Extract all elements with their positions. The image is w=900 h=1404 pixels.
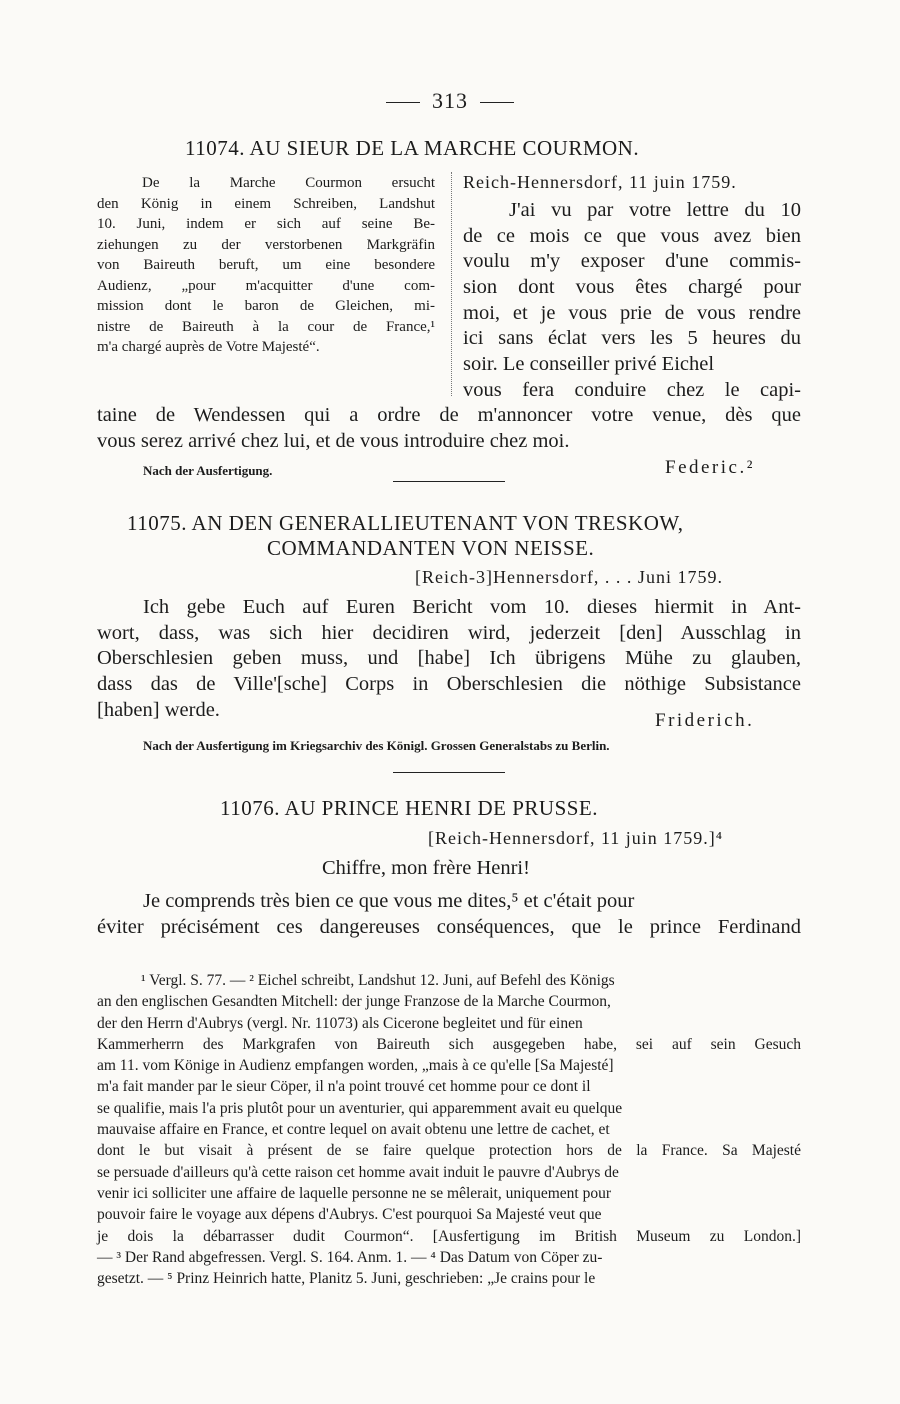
summary-line: De la Marche Courmon ersucht xyxy=(142,175,435,191)
summary-line: den König in einem Schreiben, Landshut xyxy=(97,195,435,212)
letter-11075-signature: Friderich. xyxy=(655,710,755,731)
page-number-dash-left xyxy=(386,102,420,103)
body-line: Ich gebe Euch auf Euren Bericht vom 10. dieses hiermit in Ant- xyxy=(143,596,801,618)
footnote-line: — ³ Der Rand abgefressen. Vergl. S. 164. Anm. 1. — ⁴ Das Datum von Cöper zu- xyxy=(97,1248,603,1266)
letter-11074-signature: Federic.² xyxy=(665,457,755,478)
footnote-line: venir ici solliciter une affaire de laquelle personne ne se mêlerait, uniquement pour xyxy=(97,1184,612,1202)
letter-11074-right-column xyxy=(463,198,801,404)
footnote-line: pouvoir faire le voyage aux dépens d'Aubrys. C'est pourquoi Sa Majesté veut que xyxy=(97,1206,602,1224)
body-line: taine de Wendessen qui a ordre de m'annoncer votre venue, dès que xyxy=(97,404,801,426)
footnote-line: ¹ Vergl. S. 77. — ² Eichel schreibt, Landshut 12. Juni, auf Befehl des Königs xyxy=(141,972,615,989)
footnotes xyxy=(97,970,801,1289)
footnote-line: m'a fait mander par le sieur Cöper, il n'a point trouvé cet homme pour ce dont il xyxy=(97,1078,591,1096)
section-rule xyxy=(393,481,505,482)
letter-11076-salutation: Chiffre, mon frère Henri! xyxy=(322,857,530,879)
footnote-line: je dois la débarrasser dudit Courmon“. [Ausfertigung im British Museum zu London.] xyxy=(97,1227,801,1245)
letter-11076-date: [Reich-Hennersdorf, 11 juin 1759.]⁴ xyxy=(428,828,724,848)
body-line: vous serez arrivé chez lui, et de vous introduire chez moi. xyxy=(97,429,570,452)
column-divider xyxy=(451,172,452,396)
body-line: éviter précisément ces dangereuses conséquences, que le prince Ferdinand xyxy=(97,915,801,938)
body-line: [haben] werde. xyxy=(97,698,220,721)
body-line: ici sans éclat vers les 5 heures du xyxy=(463,327,801,350)
summary-line: 10. Juni, indem er sich auf seine Be- xyxy=(97,216,435,232)
letter-11074-source: Nach der Ausfertigung. xyxy=(143,463,273,478)
footnote-line: gesetzt. — ⁵ Prinz Heinrich hatte, Planitz 5. Juni, geschrieben: „Je crains pour le xyxy=(97,1270,596,1288)
footnote-line: se qualifie, mais l'a pris plutôt pour un aventurier, qui apparemment avait eu quelque xyxy=(97,1099,623,1117)
summary-line: mission dont le baron de Gleichen, mi- xyxy=(97,298,435,314)
letter-11075-source: Nach der Ausfertigung im Kriegsarchiv des Königl. Grossen Generalstabs zu Berlin. xyxy=(143,738,610,753)
footnote-line: Kammerherrn des Markgrafen von Baireuth sich ausgegeben habe, sei auf sein Gesuch xyxy=(97,1035,801,1053)
body-line: wort, dass, was sich hier decidiren wird, jederzeit [den] Ausschlag in xyxy=(97,621,801,644)
page-number xyxy=(0,88,900,114)
footnote-line: am 11. vom Könige in Audienz empfangen worden, „mais à ce qu'elle [Sa Majesté] xyxy=(97,1057,614,1075)
footnote-line: an den englischen Gesandten Mitchell: der junge Franzose de la Marche Courmon, xyxy=(97,993,611,1011)
letter-11076-body xyxy=(97,889,801,940)
letter-11075-heading-line2: COMMANDANTEN VON NEISSE. xyxy=(267,536,595,560)
body-line: de ce mois ce que vous avez bien xyxy=(463,224,801,247)
summary-line: m'a chargé auprès de Votre Majesté“. xyxy=(97,339,320,355)
body-line: J'ai vu par votre lettre du 10 xyxy=(509,199,801,221)
summary-line: nistre de Baireuth à la cour de France,¹ xyxy=(97,318,435,335)
letter-11074-heading: 11074. AU SIEUR DE LA MARCHE COURMON. xyxy=(185,136,640,160)
footnote-line: mauvaise affaire en France, et contre lequel on avait obtenu une lettre de cachet, et xyxy=(97,1121,610,1139)
letter-11075-date: [Reich-3]Hennersdorf, . . . Juni 1759. xyxy=(415,567,723,587)
body-line: dass das de Ville'[sche] Corps in Oberschlesien die nöthige Subsistance xyxy=(97,673,801,696)
letter-11074-summary xyxy=(97,173,435,358)
body-line: Oberschlesien geben muss, und [habe] Ich übrigens Mühe zu glauben, xyxy=(97,647,801,670)
page-number-dash-right xyxy=(480,102,514,103)
body-line: vous fera conduire chez le capi- xyxy=(463,378,801,401)
body-line: sion dont vous êtes chargé pour xyxy=(463,276,801,299)
summary-line: von Baireuth beruft, um eine besondere xyxy=(97,257,435,273)
letter-11075-heading-line1: 11075. AN DEN GENERALLIEUTENANT VON TRESKOW, xyxy=(127,511,684,535)
summary-line: ziehungen zu der verstorbenen Markgräfin xyxy=(97,236,435,253)
body-line: voulu m'y exposer d'une commis- xyxy=(463,250,801,273)
letter-11074-full-width xyxy=(97,403,801,454)
letter-11074-date: Reich-Hennersdorf, 11 juin 1759. xyxy=(463,172,737,192)
footnote-line: der den Herrn d'Aubrys (vergl. Nr. 11073) als Cicerone begleitet und für einen xyxy=(97,1014,583,1032)
body-line: moi, et je vous prie de vous rendre xyxy=(463,301,801,324)
section-rule xyxy=(393,772,505,773)
footnote-line: dont le but visait à présent de se faire quelque protection hors de la France. Sa Majesté xyxy=(97,1142,801,1160)
page-number-text: 313 xyxy=(432,88,468,113)
letter-11075-body xyxy=(97,595,801,723)
summary-line: Audienz, „pour m'acquitter d'une com- xyxy=(97,277,435,294)
letter-11076-heading: 11076. AU PRINCE HENRI DE PRUSSE. xyxy=(220,796,599,820)
body-line: Je comprends très bien ce que vous me dites,⁵ et c'était pour xyxy=(143,890,635,912)
body-line: soir. Le conseiller privé Eichel xyxy=(463,353,715,376)
footnote-line: se persuade d'ailleurs qu'à cette raison cet homme avait induit le pauvre d'Aubrys de xyxy=(97,1163,619,1181)
